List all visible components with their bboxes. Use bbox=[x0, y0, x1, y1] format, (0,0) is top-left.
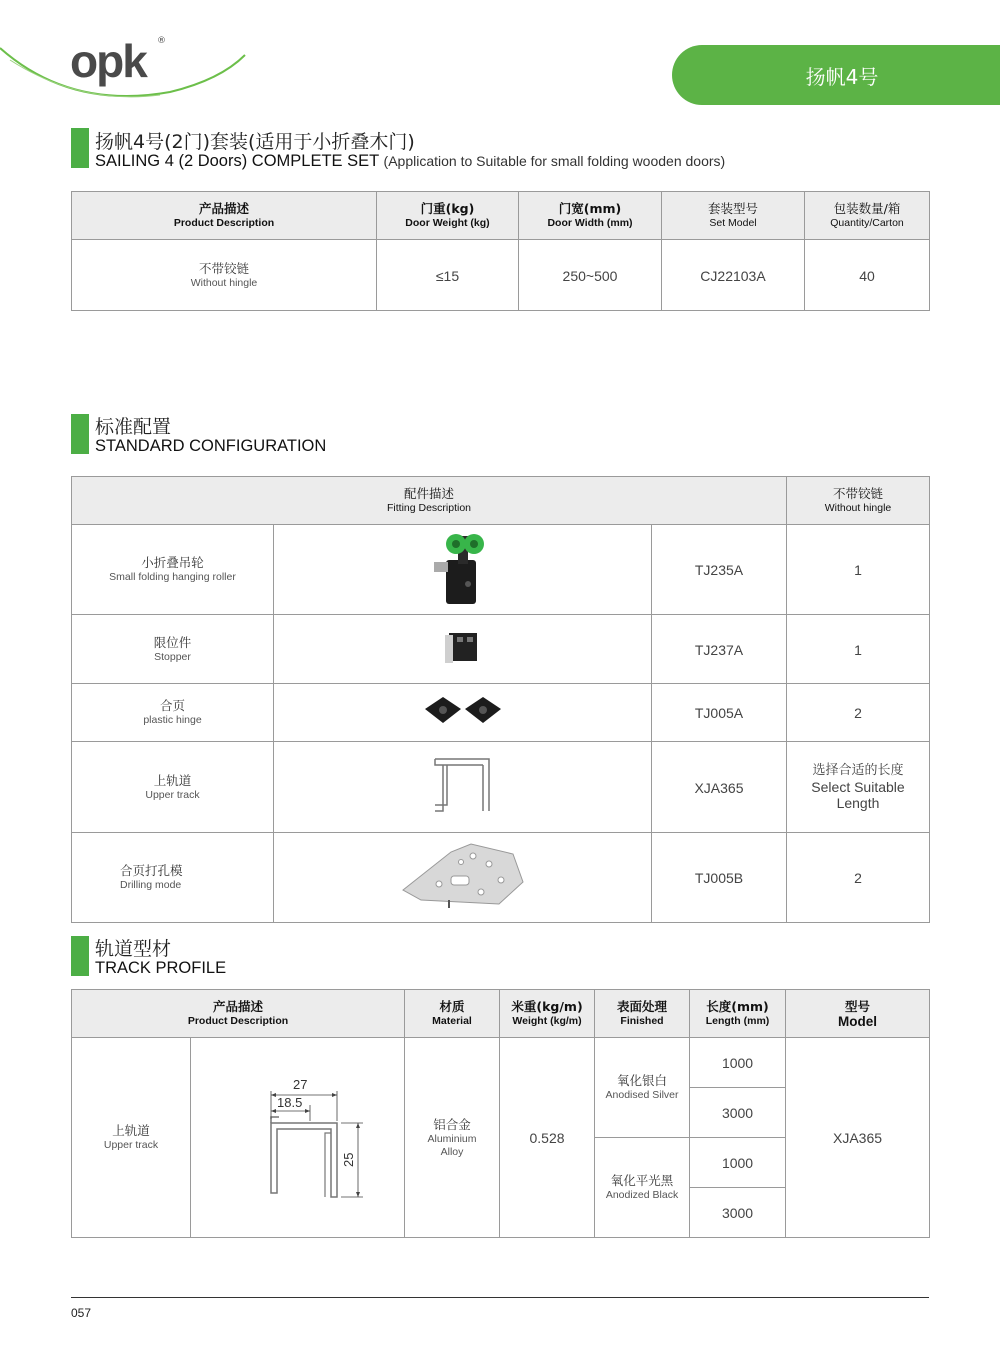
table-cell: 1 bbox=[787, 615, 930, 684]
footer-divider bbox=[71, 1297, 929, 1298]
track-dimension-drawing bbox=[233, 1071, 363, 1201]
table-cell: XJA365 bbox=[786, 1038, 930, 1238]
table-cell: 2 bbox=[787, 684, 930, 742]
logo-swoosh-icon bbox=[0, 0, 300, 110]
table-cell bbox=[274, 833, 652, 923]
table-cell: TJ005B bbox=[652, 833, 787, 923]
header-cell: 配件描述 Fitting Description bbox=[72, 477, 787, 525]
table-cell: 合页 plastic hinge bbox=[72, 684, 274, 742]
table-cell: 不带铰链 Without hingle bbox=[72, 240, 377, 311]
table-cell: 氧化平光黑 Anodized Black bbox=[595, 1138, 690, 1238]
header-cell: 不带铰链 Without hingle bbox=[787, 477, 930, 525]
section3-title-en: TRACK PROFILE bbox=[95, 959, 227, 977]
table-cell: 40 bbox=[805, 240, 930, 311]
hanging-roller-icon bbox=[428, 526, 498, 610]
table-cell bbox=[191, 1038, 405, 1238]
logo-text: opk bbox=[70, 35, 146, 87]
table-row bbox=[72, 240, 930, 311]
page-number: 057 bbox=[71, 1306, 92, 1320]
header-cell: 材质 Material bbox=[405, 990, 500, 1038]
table-cell: XJA365 bbox=[652, 742, 787, 833]
table-cell: TJ005A bbox=[652, 684, 787, 742]
table-cell: 选择合适的长度 Select Suitable Length bbox=[787, 742, 930, 833]
table-cell: 3000 bbox=[690, 1088, 786, 1138]
table-row bbox=[72, 684, 930, 742]
drilling-template-icon bbox=[401, 842, 525, 910]
table-row bbox=[72, 742, 930, 833]
header-cell: 包装数量/箱 Quantity/Carton bbox=[805, 192, 930, 240]
brand-logo bbox=[0, 0, 300, 110]
track-profile-table bbox=[71, 989, 930, 1238]
table-cell: 限位件 Stopper bbox=[72, 615, 274, 684]
table-row bbox=[72, 525, 930, 615]
section-marker bbox=[71, 128, 89, 168]
table-cell: 1 bbox=[787, 525, 930, 615]
table-header-row bbox=[72, 192, 930, 240]
table-cell: 1000 bbox=[690, 1138, 786, 1188]
header-cell: 型号 Model bbox=[786, 990, 930, 1038]
table-row bbox=[72, 615, 930, 684]
header-tab: 扬帆4号 bbox=[672, 45, 1000, 105]
header-cell: 米重(kg/m) Weight (kg/m) bbox=[500, 990, 595, 1038]
table-cell: 铝合金 Aluminium Alloy bbox=[405, 1038, 500, 1238]
section1-title-en: SAILING 4 (2 Doors) COMPLETE SET (Application to Suitable for small folding wooden doors) bbox=[95, 152, 726, 170]
table-cell bbox=[274, 615, 652, 684]
section-marker bbox=[71, 414, 89, 454]
header-cell: 产品描述 Product Description bbox=[72, 192, 377, 240]
table-row bbox=[72, 1038, 930, 1088]
table-cell: 上轨道 Upper track bbox=[72, 742, 274, 833]
table-row bbox=[72, 833, 930, 923]
upper-track-profile-icon bbox=[433, 757, 493, 813]
table-cell: 小折叠吊轮 Small folding hanging roller bbox=[72, 525, 274, 615]
section3-title-cn: 轨道型材 bbox=[95, 938, 172, 960]
section-marker bbox=[71, 936, 89, 976]
table-cell: 氧化银白 Anodised Silver bbox=[595, 1038, 690, 1138]
table-cell: CJ22103A bbox=[662, 240, 805, 311]
table-cell: TJ235A bbox=[652, 525, 787, 615]
set-table bbox=[71, 191, 930, 311]
header-cell: 门宽(mm) Door Width (mm) bbox=[519, 192, 662, 240]
section2-title-cn: 标准配置 bbox=[95, 416, 172, 438]
header-cell: 套装型号 Set Model bbox=[662, 192, 805, 240]
table-header-row bbox=[72, 477, 930, 525]
header-cell: 表面处理 Finished bbox=[595, 990, 690, 1038]
configuration-table bbox=[71, 476, 930, 923]
table-cell: 上轨道 Upper track bbox=[72, 1038, 191, 1238]
header-cell: 产品描述 Product Description bbox=[72, 990, 405, 1038]
dimension-inner-width-label: 18.5 bbox=[276, 1094, 302, 1110]
header-cell: 门重(kg) Door Weight (kg) bbox=[377, 192, 519, 240]
table-cell bbox=[274, 525, 652, 615]
header-cell: 长度(mm) Length (mm) bbox=[690, 990, 786, 1038]
table-cell: TJ237A bbox=[652, 615, 787, 684]
section1-title-cn: 扬帆4号(2门)套装(适用于小折叠木门) bbox=[95, 131, 415, 153]
table-header-row bbox=[72, 990, 930, 1038]
section2-title-en: STANDARD CONFIGURATION bbox=[95, 437, 327, 455]
dimension-width-label: 27 bbox=[292, 1076, 307, 1092]
table-cell: 0.528 bbox=[500, 1038, 595, 1238]
table-cell: ≤15 bbox=[377, 240, 519, 311]
table-cell: 1000 bbox=[690, 1038, 786, 1088]
stopper-icon bbox=[441, 625, 485, 669]
table-cell: 250~500 bbox=[519, 240, 662, 311]
plastic-hinge-icon bbox=[421, 693, 505, 729]
table-cell bbox=[274, 684, 652, 742]
table-cell bbox=[274, 742, 652, 833]
table-cell: 3000 bbox=[690, 1188, 786, 1238]
table-cell: 合页打孔模 Drilling mode bbox=[72, 833, 274, 923]
dimension-height-label: 25 bbox=[340, 1152, 356, 1167]
logo-registered-mark: ® bbox=[157, 36, 166, 46]
table-cell: 2 bbox=[787, 833, 930, 923]
